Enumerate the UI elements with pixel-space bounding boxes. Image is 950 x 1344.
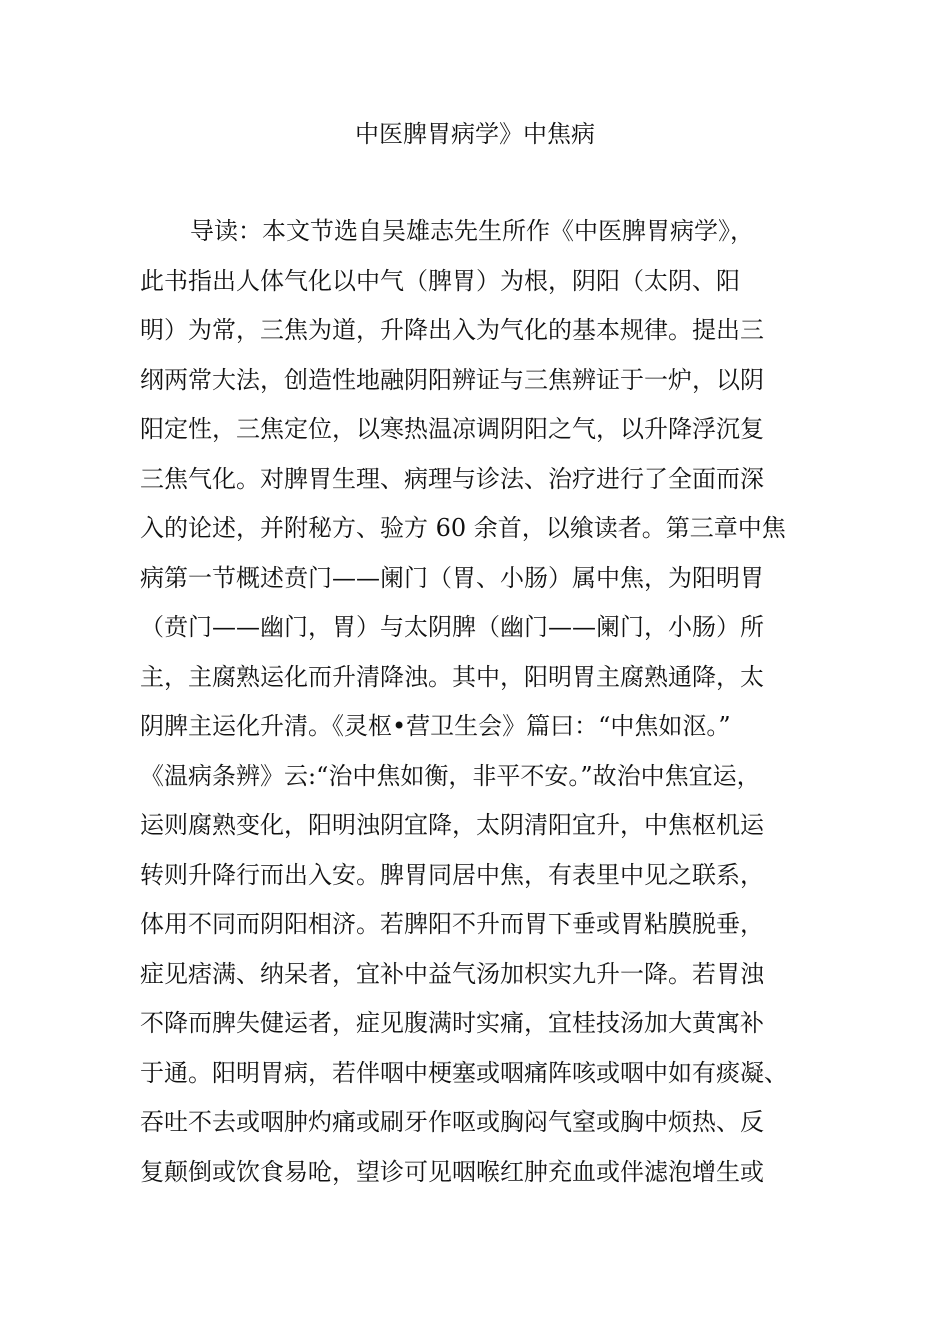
body-line: 阴脾主运化升清。《灵枢•营卫生会》篇曰：“中焦如沤。” — [140, 712, 731, 740]
body-line: 复颠倒或饮食易呛，望诊可见咽喉红肿充血或伴滤泡增生或 — [140, 1157, 764, 1186]
body-line: 主，主腐熟运化而升清降浊。其中，阳明胃主腐熟通降，太 — [140, 662, 764, 691]
body-line: 纲两常大法，创造性地融阴阳辨证与三焦辨证于一炉，以阴 — [140, 365, 764, 394]
body-line: 导读：本文节选自吴雄志先生所作《中医脾胃病学》， — [190, 217, 754, 245]
body-line: 入的论述，并附秘方、验方 60 余首，以飨读者。第三章中焦 — [140, 514, 786, 542]
body-line: 体用不同而阴阳相济。若脾阳不升而胃下垂或胃粘膜脱垂， — [140, 910, 764, 938]
document-title: 中医脾胃病学》中焦病 — [355, 120, 595, 148]
body-line: 明）为常，三焦为道，升降出入为气化的基本规律。提出三 — [140, 316, 764, 344]
body-line: 阳定性，三焦定位，以寒热温凉调阴阳之气，以升降浮沉复 — [140, 415, 764, 443]
body-line: 三焦气化。对脾胃生理、病理与诊法、治疗进行了全面而深 — [140, 464, 764, 493]
body-line: 不降而脾失健运者，症见腹满时实痛，宜桂技汤加大黄寓补 — [140, 1009, 764, 1037]
body-line: 转则升降行而出入安。脾胃同居中焦，有表里中见之联系， — [140, 860, 764, 889]
body-line: 运则腐熟变化，阳明浊阴宜降，太阴清阳宜升，中焦枢机运 — [140, 811, 764, 839]
body-line: （贲门——幽门，胃）与太阴脾（幽门——阑门，小肠）所 — [140, 613, 764, 641]
body-line: 于通。阳明胃病，若伴咽中梗塞或咽痛阵咳或咽中如有痰凝、 — [140, 1058, 788, 1087]
body-line: 病第一节概述贲门——阑门（胃、小肠）属中焦，为阳明胃 — [140, 563, 764, 592]
document-body — [140, 207, 840, 1197]
body-line: 症见痞满、纳呆者，宜补中益气汤加枳实九升一降。若胃浊 — [140, 959, 764, 988]
body-line: 吞吐不去或咽肿灼痛或刷牙作呕或胸闷气窒或胸中烦热、反 — [140, 1108, 764, 1136]
body-line: 《温病条辨》云:“治中焦如衡，非平不安。”故治中焦宜运， — [140, 761, 761, 790]
body-line: 此书指出人体气化以中气（脾胃）为根，阴阳（太阴、阳 — [140, 266, 740, 295]
